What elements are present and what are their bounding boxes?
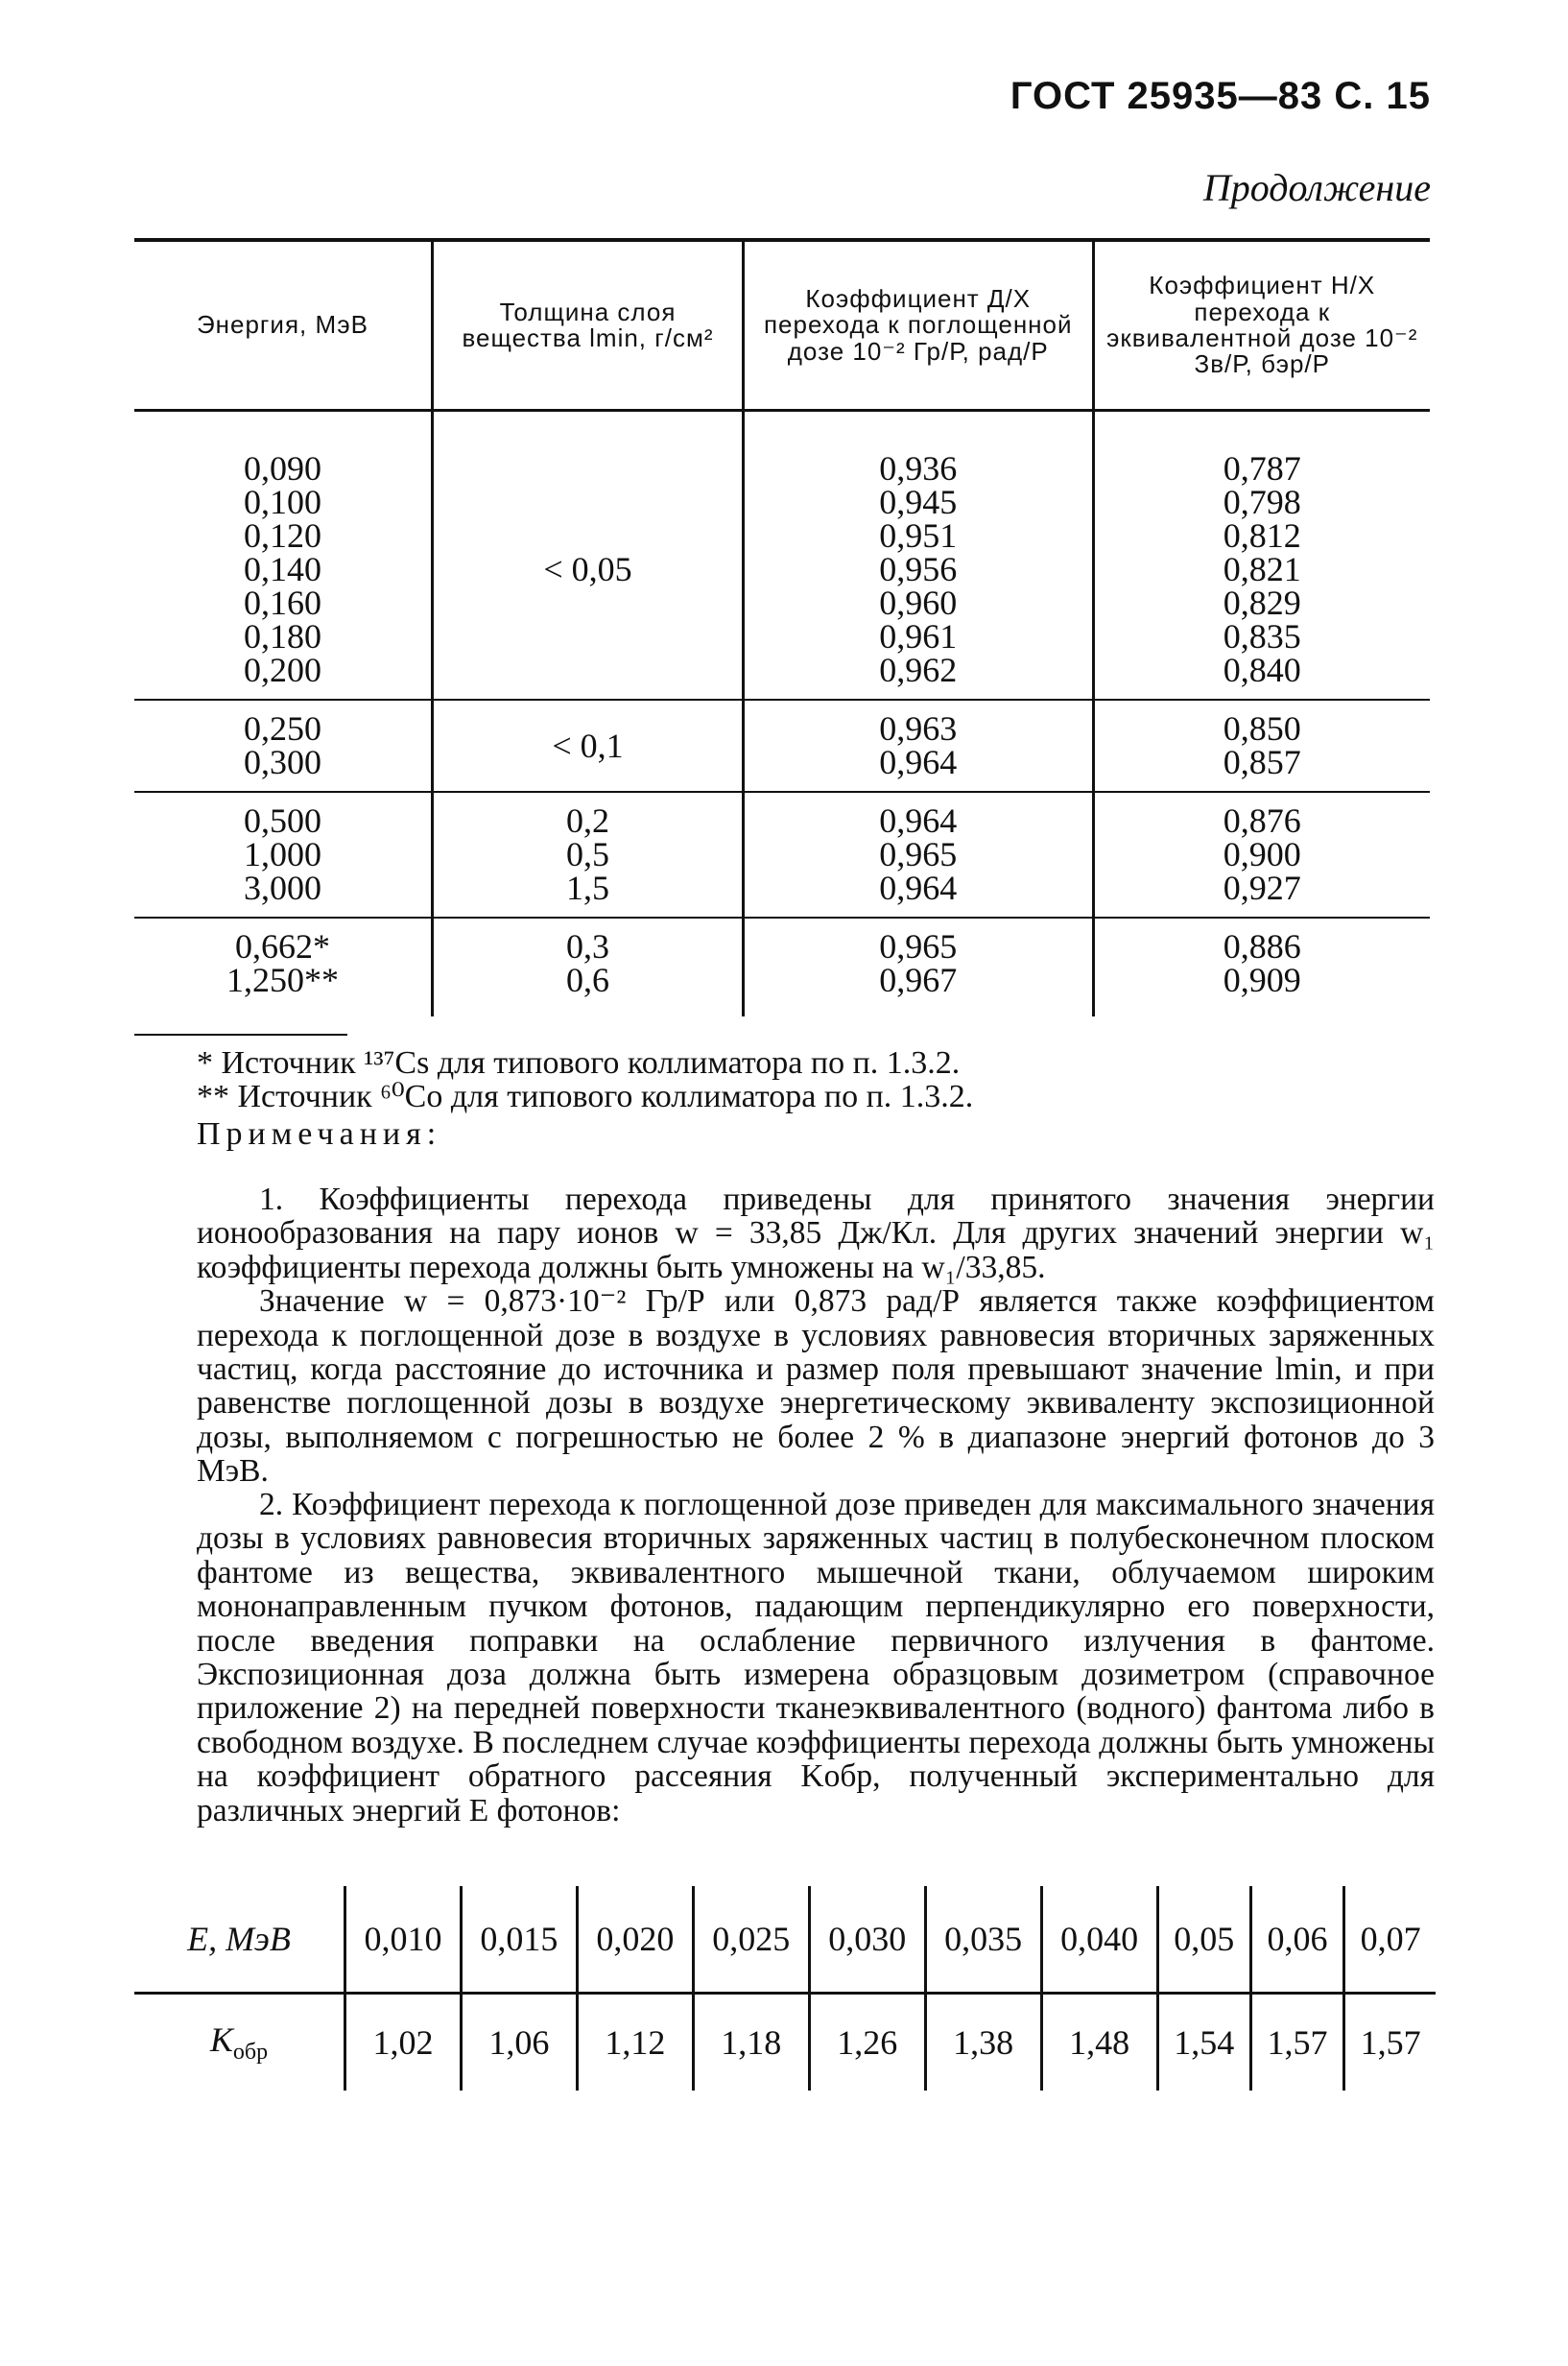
energy-cell: 0,250 0,300 <box>134 700 433 792</box>
hx-cell: 0,876 0,900 0,927 <box>1093 792 1430 918</box>
thickness-cell: < 0,05 <box>433 411 744 701</box>
coefficient-value: 1,57 <box>1344 1994 1436 2091</box>
energy-row-label: E, МэВ <box>134 1886 345 1994</box>
thickness-cell: 0,3 0,6 <box>433 918 744 1016</box>
footnote-divider <box>134 1034 347 1036</box>
k-symbol: K <box>209 2020 233 2059</box>
thickness-cell: < 0,1 <box>433 700 744 792</box>
coefficient-row-label <box>134 1994 345 2091</box>
header-thickness: Толщина слоя вещества lmin, г/см² <box>433 240 744 411</box>
energy-value: 0,020 <box>577 1886 693 1994</box>
coefficient-value: 1,54 <box>1157 1994 1250 2091</box>
note-2 <box>197 1488 1435 1828</box>
coefficient-row <box>134 1994 1436 2091</box>
energy-value: 0,015 <box>461 1886 577 1994</box>
energy-value: 0,025 <box>693 1886 809 1994</box>
energy-value: 0,035 <box>925 1886 1041 1994</box>
dx-cell: 0,964 0,965 0,964 <box>744 792 1094 918</box>
coefficient-value: 1,57 <box>1250 1994 1343 2091</box>
coefficient-value: 1,26 <box>809 1994 925 2091</box>
energy-value: 0,030 <box>809 1886 925 1994</box>
dx-cell: 0,963 0,964 <box>744 700 1094 792</box>
dx-cell: 0,965 0,967 <box>744 918 1094 1016</box>
conversion-coefficients-table <box>134 238 1430 1016</box>
header-dx-coefficient: Коэффициент Д/Х перехода к поглощенной дозе 10⁻² Гр/Р, рад/Р <box>744 240 1094 411</box>
energy-cell: 0,500 1,000 3,000 <box>134 792 433 918</box>
footnote-co60: ** Источник ⁶⁰Co для типового коллиматора по п. 1.3.2. <box>197 1079 974 1114</box>
k-subscript: обр <box>232 2040 269 2065</box>
coefficient-value: 1,06 <box>461 1994 577 2091</box>
table-header-row <box>134 240 1430 411</box>
energy-value: 0,07 <box>1344 1886 1436 1994</box>
coefficient-value: 1,02 <box>345 1994 462 2091</box>
energy-value: 0,040 <box>1041 1886 1157 1994</box>
energy-value: 0,05 <box>1157 1886 1250 1994</box>
thickness-cell: 0,2 0,5 1,5 <box>433 792 744 918</box>
energy-cell: 0,662* 1,250** <box>134 918 433 1016</box>
energy-cell: 0,090 0,100 0,120 0,140 0,160 0,180 0,200 <box>244 449 321 689</box>
note-1-paragraph-a: 1. Коэффициенты перехода приведены для принятого значения энергии ионообразования на пару ионов w = 33,85 Дж/Кл. Для других значений энергии w₁ коэффициенты перехода должны быть умножены на w₁/33,85. <box>197 1182 1435 1285</box>
hx-cell: 0,850 0,857 <box>1093 700 1430 792</box>
coefficient-value: 1,48 <box>1041 1994 1157 2091</box>
energy-value: 0,010 <box>345 1886 462 1994</box>
coefficient-value: 1,18 <box>693 1994 809 2091</box>
table-row <box>134 411 1430 701</box>
hx-cell: 0,886 0,909 <box>1093 918 1430 1016</box>
coefficient-value: 1,12 <box>577 1994 693 2091</box>
backscatter-coefficient-table <box>134 1886 1436 2091</box>
table-row <box>134 700 1430 792</box>
header-hx-coefficient: Коэффициент Н/Х перехода к эквивалентной дозе 10⁻² Зв/Р, бэр/Р <box>1093 240 1430 411</box>
continuation-label: Продолжение <box>1202 166 1431 209</box>
footnote-cs137: * Источник ¹³⁷Cs для типового коллиматора по п. 1.3.2. <box>197 1045 961 1081</box>
coefficient-value: 1,38 <box>925 1994 1041 2091</box>
energy-value: 0,06 <box>1250 1886 1343 1994</box>
header-energy: Энергия, МэВ <box>134 240 433 411</box>
table-row <box>134 918 1430 1016</box>
page-header: ГОСТ 25935—83 С. 15 <box>1010 75 1431 117</box>
hx-cell: 0,787 0,798 0,812 0,821 0,829 0,835 0,840 <box>1093 411 1430 701</box>
notes-heading: Примечания: <box>197 1116 442 1152</box>
note-1-paragraph-b: Значение w = 0,873·10⁻² Гр/Р или 0,873 рад/Р является также коэффициентом перехода к поглощенной дозе в воздухе в условиях равновесия вторичных заряженных частиц, когда расстояние до источника и размер поля превышают значение lmin, и при равенстве поглощенной дозы в воздухе энергетическому эквиваленту экспозиционной дозы, выполняемом с погрешностью не более 2 % в диапазоне энергий фотонов до 3 МэВ. <box>197 1283 1435 1490</box>
table-row <box>134 792 1430 918</box>
note-2-paragraph: 2. Коэффициент перехода к поглощенной дозе приведен для максимального значения дозы в условиях равновесия вторичных заряженных частиц в полубесконечном плоском фантоме из вещества, эквивалентного мышечной ткани, облучаемом широким мононаправленным пучком фотонов, падающим перпендикулярно его поверхности, после введения поправки на ослабление первичного излучения в фантоме. Экспозиционная доза должна быть измерена образцовым дозиметром (справочное приложение 2) на передней поверхности тканеэквивалентного (водного) фантома либо в свободном воздухе. В последнем случае коэффициенты перехода должны быть умножены на коэффициент обратного рассеяния Kобр, полученный экспериментально для различных энергий E фотонов: <box>197 1487 1435 1828</box>
dx-cell: 0,936 0,945 0,951 0,956 0,960 0,961 0,962 <box>744 411 1094 701</box>
note-1 <box>197 1183 1435 1489</box>
energy-row <box>134 1886 1436 1994</box>
